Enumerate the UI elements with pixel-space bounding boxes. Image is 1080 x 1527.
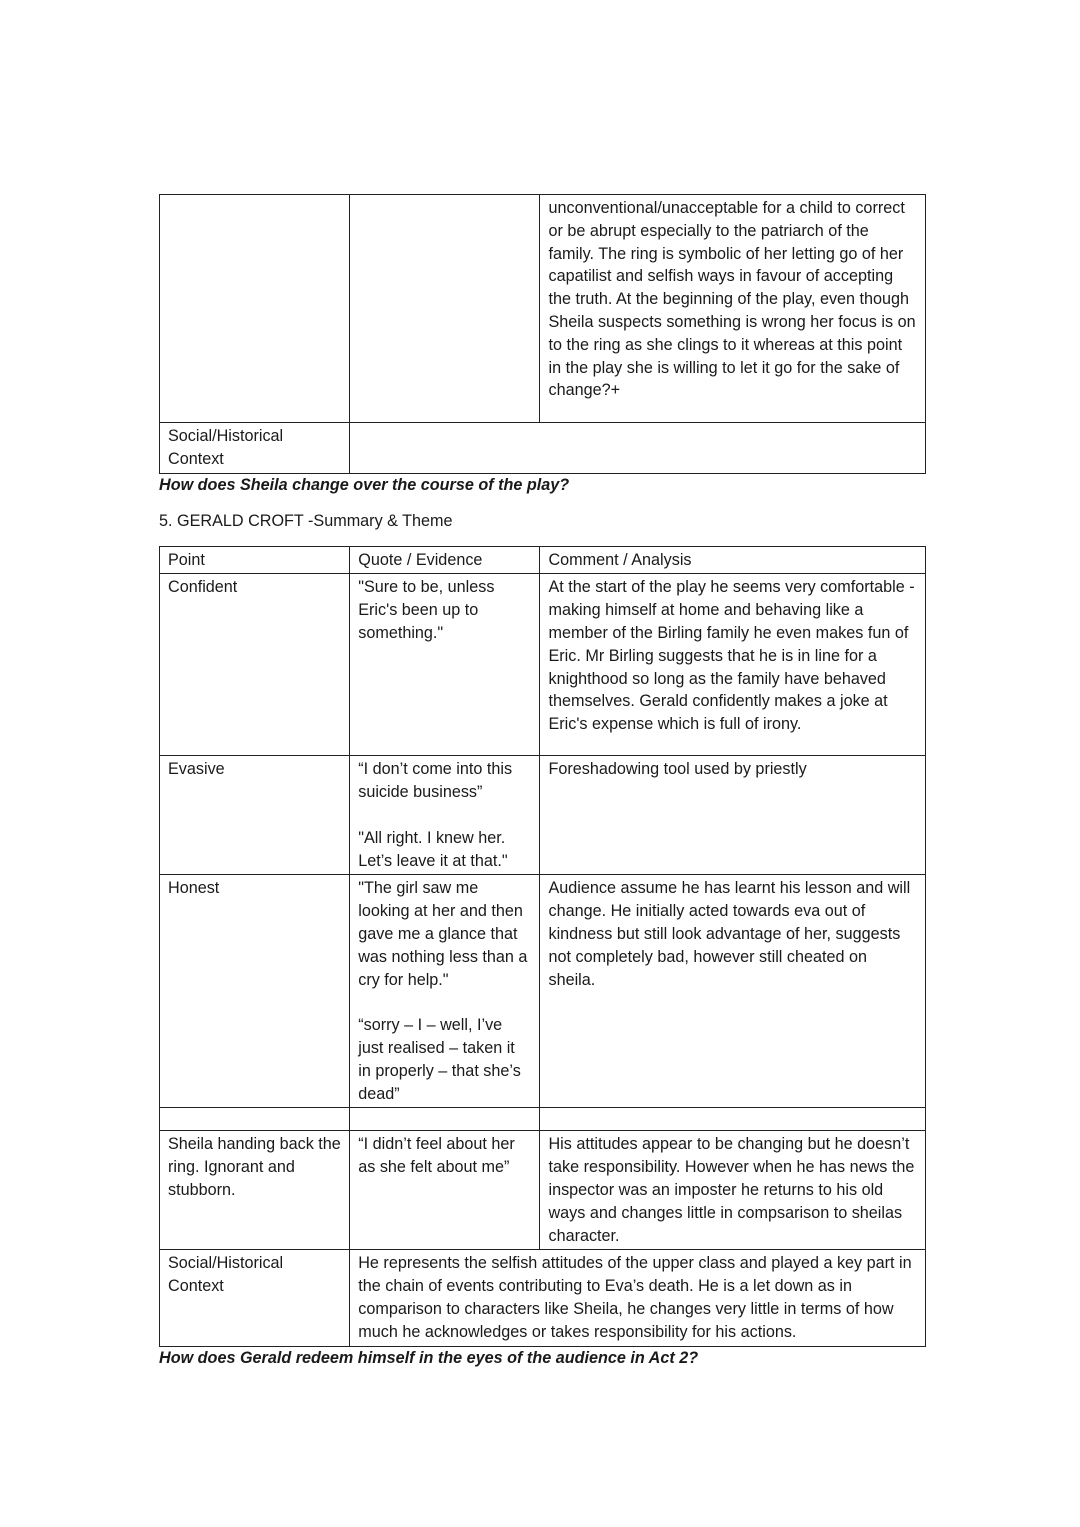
sheila-question: How does Sheila change over the course of the play? <box>159 475 570 494</box>
gerald-table <box>159 546 926 1347</box>
empty-cell <box>350 195 540 423</box>
table-row <box>160 195 926 423</box>
context-text: He represents the selfish attitudes of the upper class and played a key part in the chain of events contributing to Eva’s death. He is a let down as in comparison to characters like Sheila, he changes very little in terms of how much he acknowledges or takes responsibility for his actions. <box>350 1250 926 1346</box>
quote-text: “I don’t come into this suicide business” <box>358 760 513 802</box>
quote-cell <box>350 756 540 875</box>
document-page <box>159 194 926 1370</box>
point-cell: Confident <box>160 574 350 756</box>
table-row <box>160 756 926 875</box>
quote-text: "Sure to be, unless Eric's been up to something." <box>358 578 495 642</box>
quote-text: "All right. I knew her. Let’s leave it at that." <box>358 828 508 870</box>
gerald-question: How does Gerald redeem himself in the eyes of the audience in Act 2? <box>159 1348 699 1367</box>
empty-cell <box>540 1108 926 1131</box>
context-row <box>160 1250 926 1346</box>
context-label: Social/Historical Context <box>160 1250 350 1346</box>
quote-cell <box>350 574 540 756</box>
context-label: Social/Historical Context <box>160 423 350 474</box>
table-row <box>160 574 926 756</box>
header-quote: Quote / Evidence <box>350 546 540 574</box>
sheila-table <box>159 194 926 474</box>
quote-text: “I didn’t feel about her as she felt about me” <box>358 1135 515 1177</box>
empty-cell <box>350 1108 540 1131</box>
gerald-heading: 5. GERALD CROFT -Summary & Theme <box>159 511 453 530</box>
analysis-cell: At the start of the play he seems very comfortable - making himself at home and behaving like a member of the Birling family he even makes fun of Eric. Mr Birling suggests that he is in line for a knighthood so long as the family have behaved themselves. Gerald confidently makes a joke at Eric's expense which is full of irony. <box>540 574 926 756</box>
quote-text: “sorry – I – well, I’ve just realised – taken it in properly – that she’s dead” <box>358 1016 521 1103</box>
quote-cell <box>350 875 540 1108</box>
analysis-cell: unconventional/unacceptable for a child to correct or be abrupt especially to the patriarch of the family. The ring is symbolic of her letting go of her capatilist and selfish ways in favour of accepting the truth. At the beginning of the play, even though Sheila suspects something is wrong her focus is on to the ring as she clings to it whereas at this point in the play she is willing to let it go for the sake of change?+ <box>540 195 926 423</box>
table-row <box>160 875 926 1108</box>
quote-cell <box>350 1131 540 1250</box>
analysis-cell: Audience assume he has learnt his lesson and will change. He initially acted towards eva out of kindness but still look advantage of her, suggests not completely bad, however still cheated on sheila. <box>540 875 926 1108</box>
header-row <box>160 546 926 574</box>
empty-cell <box>160 1108 350 1131</box>
context-row <box>160 423 926 474</box>
spacer-row <box>160 1108 926 1131</box>
analysis-cell: Foreshadowing tool used by priestly <box>540 756 926 875</box>
empty-cell <box>160 195 350 423</box>
header-analysis: Comment / Analysis <box>540 546 926 574</box>
point-cell: Honest <box>160 875 350 1108</box>
analysis-cell: His attitudes appear to be changing but he doesn’t take responsibility. However when he has news the inspector was an imposter he returns to his old ways and changes little in compsarison to sheilas character. <box>540 1131 926 1250</box>
quote-text: "The girl saw me looking at her and then gave me a glance that was nothing less than a cry for help." <box>358 879 528 989</box>
table-row <box>160 1131 926 1250</box>
point-cell: Sheila handing back the ring. Ignorant and stubborn. <box>160 1131 350 1250</box>
point-cell: Evasive <box>160 756 350 875</box>
context-text <box>350 423 926 474</box>
header-point: Point <box>160 546 350 574</box>
